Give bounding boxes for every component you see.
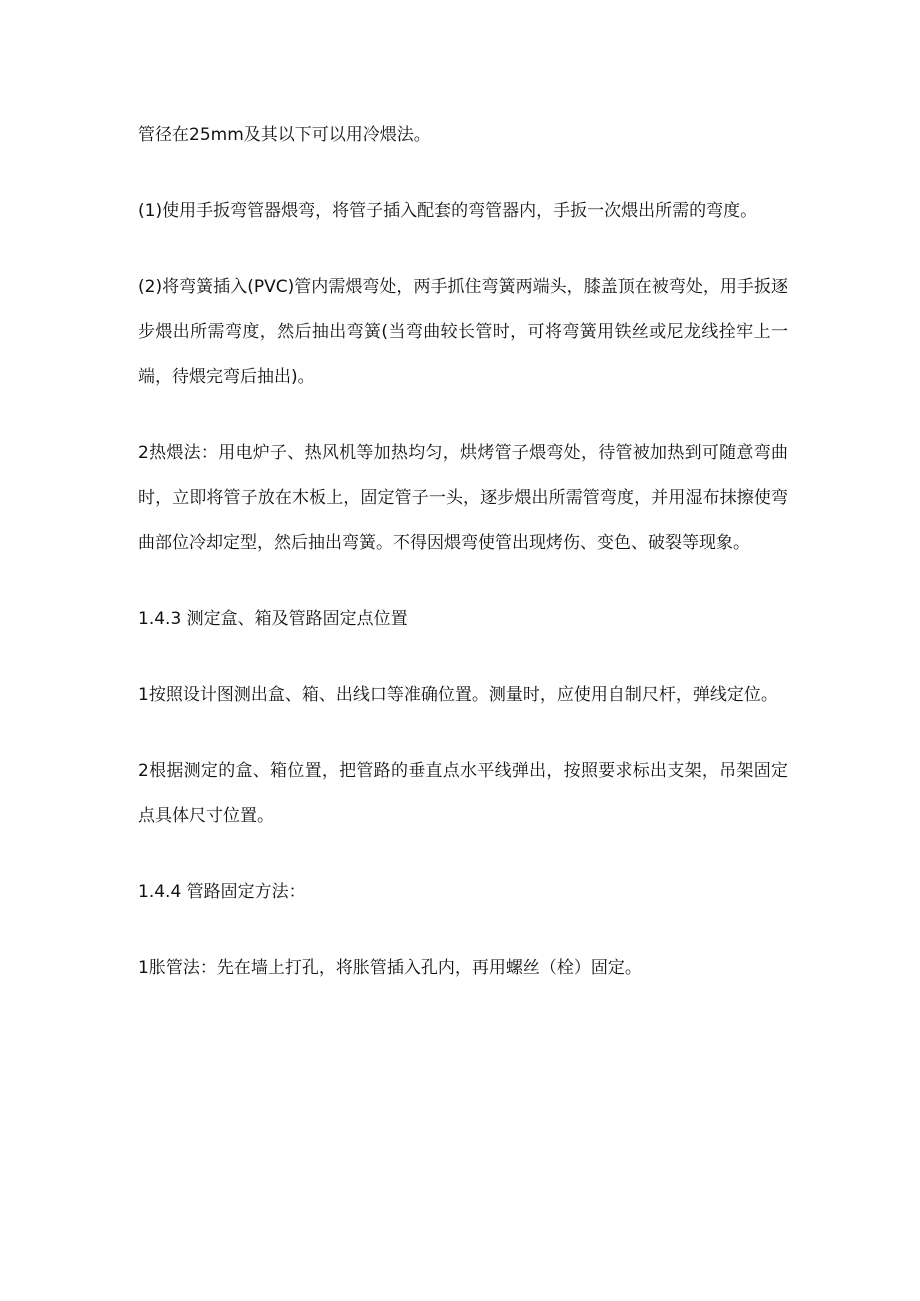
paragraph-expansion-anchor: 1胀管法：先在墙上打孔，将胀管插入孔内，再用螺丝（栓）固定。 (138, 958, 642, 978)
paragraph-cold-bending-intro: 管径在25mm及其以下可以用冷煨法。 (138, 125, 431, 145)
section-heading-1-4-3: 1.4.3 测定盒、箱及管路固定点位置 (138, 609, 408, 629)
paragraph-mark-supports: 2根据测定的盒、箱位置，把管路的垂直点水平线弹出，按照要求标出支架，吊架固定点具体尺寸位置。 (138, 761, 788, 826)
paragraph-hand-bender: (1)使用手扳弯管器煨弯，将管子插入配套的弯管器内，手扳一次煨出所需的弯度。 (138, 201, 758, 221)
paragraph-spring-bending: (2)将弯簧插入(PVC)管内需煨弯处，两手抓住弯簧两端头，膝盖顶在被弯处，用手扳逐步煨出所需弯度，然后抽出弯簧(当弯曲较长管时，可将弯簧用铁丝或尼龙线拴牢上一端，待煨完弯后抽出)。 (138, 277, 788, 387)
paragraph-hot-bending: 2热煨法：用电炉子、热风机等加热均匀，烘烤管子煨弯处，待管被加热到可随意弯曲时，立即将管子放在木板上，固定管子一头，逐步煨出所需管弯度，并用湿布抹擦使弯曲部位冷却定型，然后抽出弯簧。不得因煨弯使管出现烤伤、变色、破裂等现象。 (138, 443, 788, 553)
document-body (138, 113, 788, 1022)
section-heading-1-4-4: 1.4.4 管路固定方法： (138, 882, 306, 902)
paragraph-measure-positions: 1按照设计图测出盒、箱、出线口等准确位置。测量时，应使用自制尺杆，弹线定位。 (138, 685, 778, 705)
